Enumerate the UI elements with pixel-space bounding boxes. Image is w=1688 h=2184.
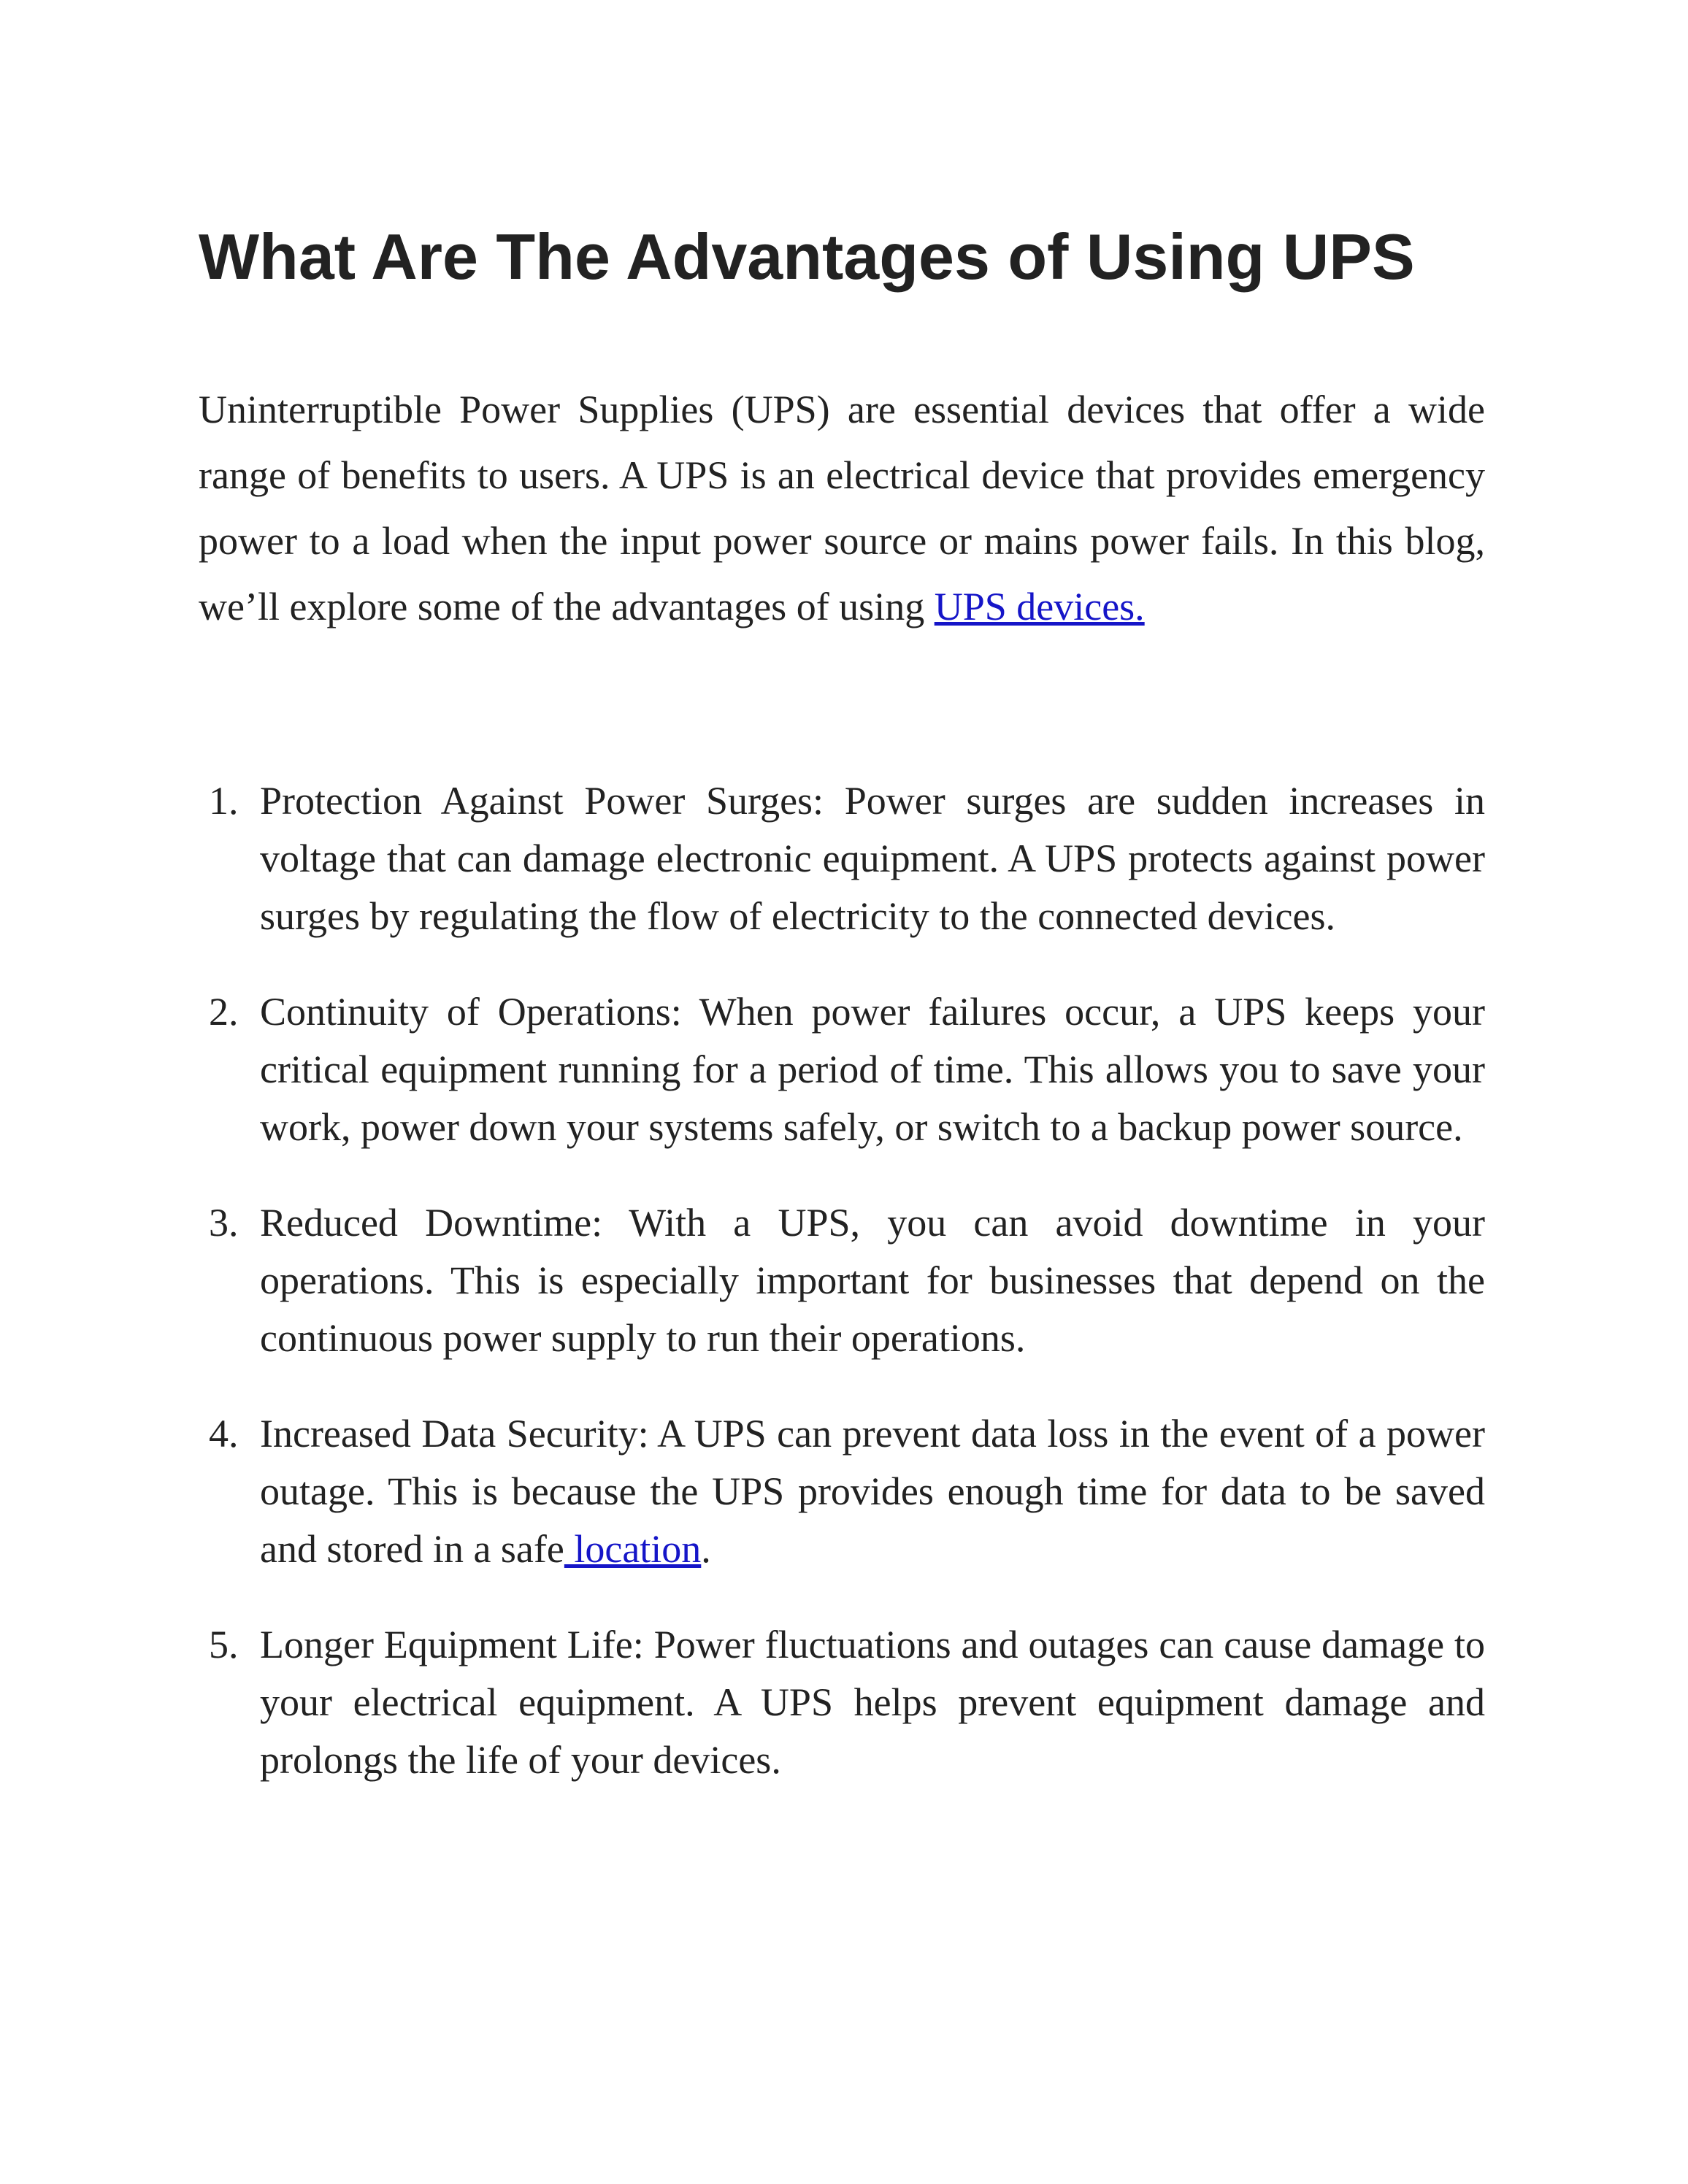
list-item [199, 1616, 1485, 1789]
list-item-text: Continuity of Operations: When power failures occur, a UPS keeps your critical equipment running for a period of time. This allows you to save your work, power down your systems safely, or switch to a backup power source. [260, 990, 1485, 1149]
page-title: What Are The Advantages of Using UPS [199, 220, 1415, 293]
list-item-text: Reduced Downtime: With a UPS, you can avoid downtime in your operations. This is especially important for businesses that depend on the continuous power supply to run their operations. [260, 1201, 1485, 1360]
list-item [199, 772, 1485, 945]
list-item [199, 983, 1485, 1156]
list-item-number: 2. [209, 990, 239, 1034]
intro-paragraph [199, 377, 1485, 639]
list-item-number: 5. [209, 1623, 239, 1666]
advantages-list [199, 772, 1485, 1827]
list-item [199, 1405, 1485, 1578]
list-item-text: Protection Against Power Surges: Power surges are sudden increases in voltage that can damage electronic equipment. A UPS protects against power surges by regulating the flow of electricity to the connected devices. [260, 779, 1485, 938]
list-item [199, 1194, 1485, 1367]
list-item-number: 1. [209, 779, 239, 823]
intro-text: Uninterruptible Power Supplies (UPS) are essential devices that offer a wide range of benefits to users. A UPS is an electrical device that provides emergency power to a load when the input power source or mains power fails. In this blog, we’ll explore some of the advantages of using [199, 388, 1485, 628]
list-item-text: Increased Data Security: A UPS can prevent data loss in the event of a power outage. This is because the UPS provides enough time for data to be saved and stored in a safe [260, 1412, 1485, 1571]
list-item-number: 4. [209, 1412, 239, 1456]
location-link[interactable]: location [564, 1527, 702, 1571]
list-item-number: 3. [209, 1201, 239, 1245]
list-item-tail: . [701, 1527, 711, 1571]
ups-devices-link[interactable]: UPS devices. [934, 585, 1145, 628]
list-item-text: Longer Equipment Life: Power fluctuations and outages can cause damage to your electrical equipment. A UPS helps prevent equipment damage and prolongs the life of your devices. [260, 1623, 1485, 1782]
